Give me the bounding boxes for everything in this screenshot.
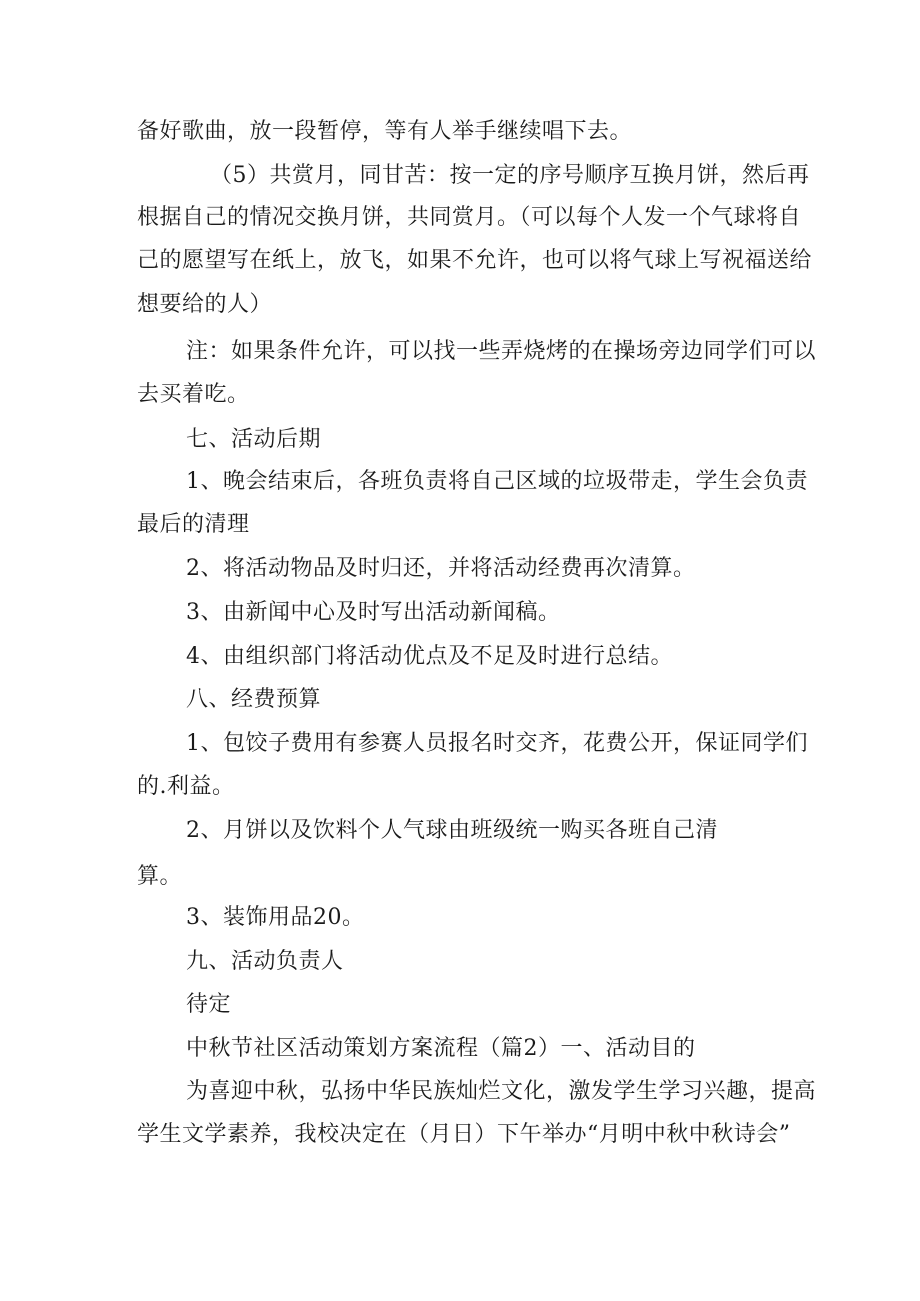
section-heading: 八、经费预算 — [186, 687, 322, 712]
text-line: 己的愿望写在纸上，放飞，如果不允许，也可以将气球上写祝福送给 — [137, 248, 813, 273]
text-line: 注：如果条件允许，可以找一些弄烧烤的在操场旁边同学们可以 — [186, 339, 817, 364]
text-line: 3、装饰用品20。 — [186, 905, 365, 930]
text-line: 去买着吃。 — [137, 382, 250, 407]
text-line: 为喜迎中秋，弘扬中华民族灿烂文化，激发学生学习兴趣，提高 — [186, 1079, 817, 1104]
text-line: 学生文学素养，我校决定在（月日）下午举办“月明中秋中秋诗会” — [137, 1122, 791, 1147]
text-line: 算。 — [137, 864, 183, 889]
text-line: 1、晚会结束后，各班负责将自己区域的垃圾带走，学生会负责 — [186, 469, 808, 494]
text-line: 1、包饺子费用有参赛人员报名时交齐，花费公开，保证同学们 — [186, 731, 808, 756]
text-line: 待定 — [186, 992, 232, 1017]
text-line: 备好歌曲，放一段暂停，等有人举手继续唱下去。 — [137, 119, 633, 144]
text-line: 最后的清理 — [137, 512, 250, 537]
text-line: 的.利益。 — [137, 774, 235, 799]
section-heading: 九、活动负责人 — [186, 949, 344, 974]
text-line: 4、由组织部门将活动优点及不足及时进行总结。 — [186, 644, 673, 669]
text-line: 根据自己的情况交换月饼，共同赏月。（可以每个人发一个气球将自 — [137, 205, 802, 230]
text-line: （5）共赏月，同甘苦：按一定的序号顺序互换月饼，然后再 — [210, 163, 810, 188]
section-heading: 七、活动后期 — [186, 427, 322, 452]
text-line: 2、将活动物品及时归还，并将活动经费再次清算。 — [186, 556, 696, 581]
text-line: 2、月饼以及饮料个人气球由班级统一购买各班自己清 — [186, 818, 718, 843]
text-line: 想要给的人） — [137, 292, 273, 317]
text-line: 3、由新闻中心及时写出活动新闻稿。 — [186, 600, 561, 625]
section-heading: 中秋节社区活动策划方案流程（篇2）一、活动目的 — [186, 1036, 696, 1061]
